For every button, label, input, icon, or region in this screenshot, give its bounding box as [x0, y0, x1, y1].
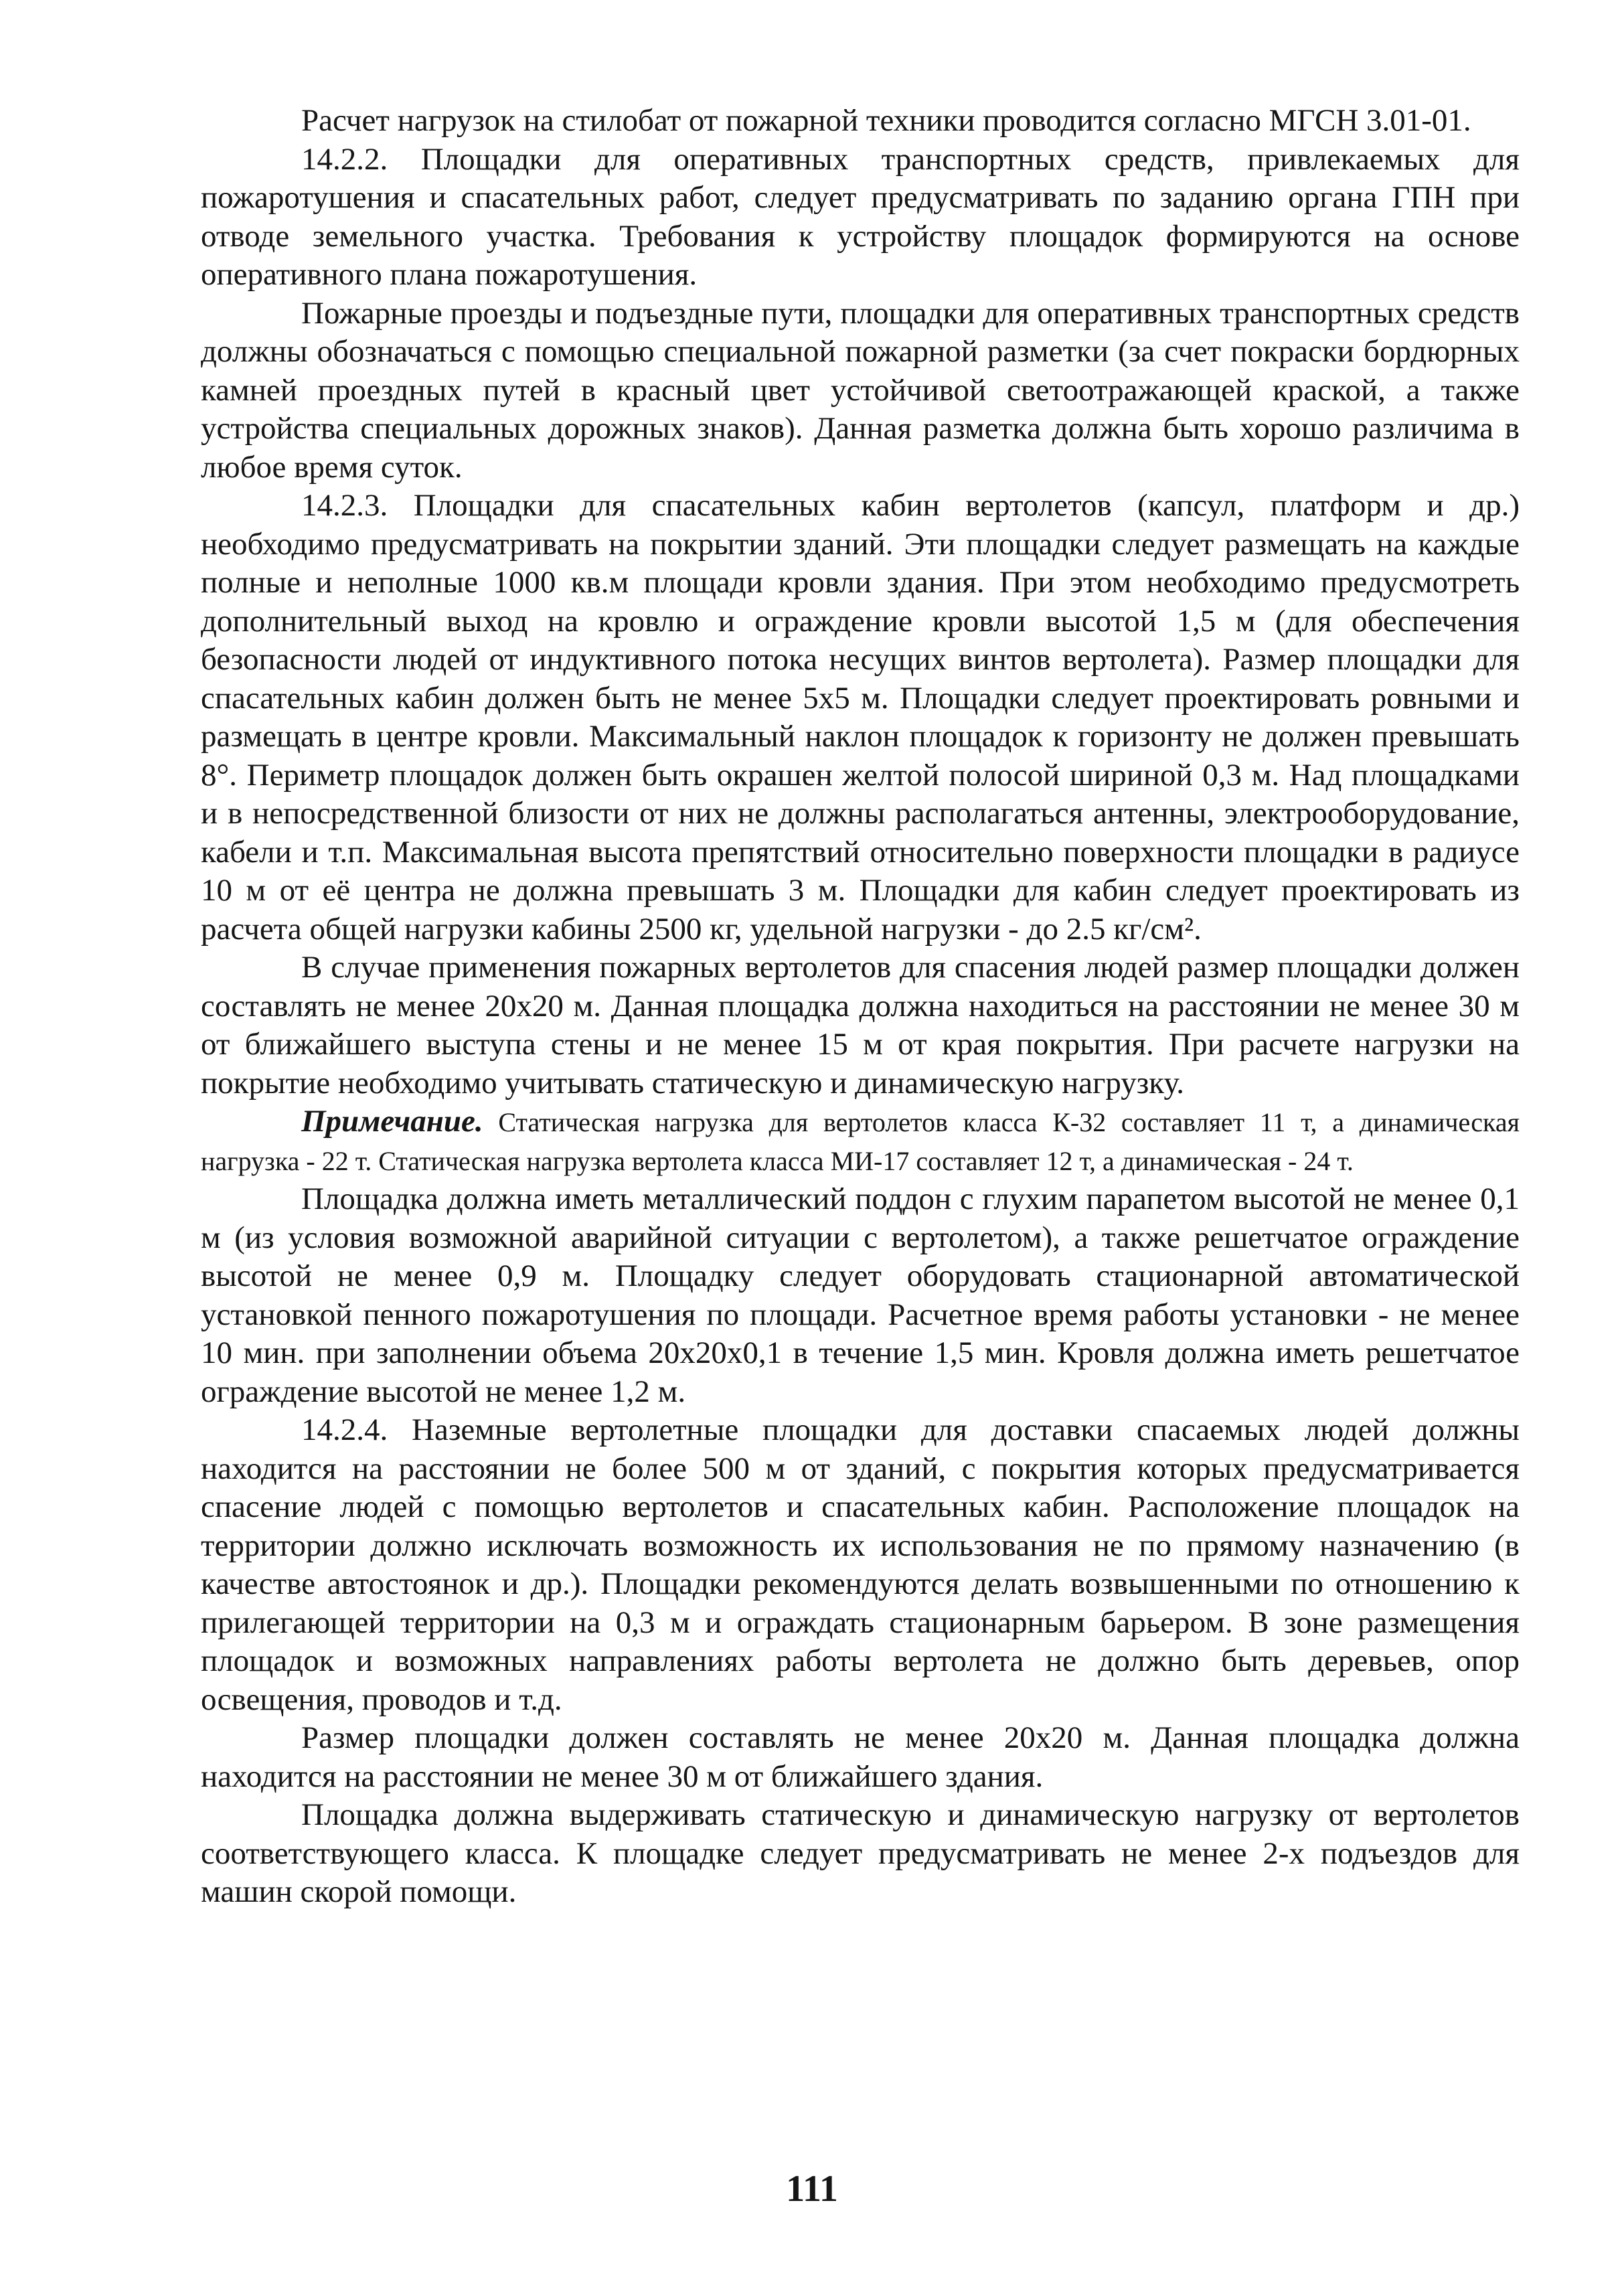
paragraph-fire-helicopters: В случае применения пожарных вертолетов для спасения людей размер площадки должен составлять не менее 20х20 м. Данная площадка должна находиться на расстоянии не менее 30 м от ближайшего выступа стены и не менее 15 м от края покрытия. При расчете нагрузки на покрытие необходимо учитывать статическую и динамическую нагрузку. [201, 950, 1520, 1100]
document-body [201, 102, 1520, 1912]
paragraph-stylobate-load: Расчет нагрузок на стилобат от пожарной техники проводится согласно МГСН 3.01-01. [301, 103, 1471, 138]
note-text: Статическая нагрузка для вертолетов класса К-32 составляет 11 т, а динамическая нагрузка - 22 т. Статическая нагрузка вертолета класса МИ-17 составляет 12 т, а динамическая - 24 т. [201, 1107, 1520, 1176]
paragraph-ground-pad-load: Площадка должна выдерживать статическую и динамическую нагрузку от вертолетов соответствующего класса. К площадке следует предусматривать не менее 2-х подъездов для машин скорой помощи. [201, 1797, 1520, 1909]
paragraph-metal-pallet: Площадка должна иметь металлический поддон с глухим парапетом высотой не менее 0,1 м (из условия возможной аварийной ситуации с вертолетом), а также решетчатое ограждение высотой не менее 0,9 м. Площадку следует оборудовать стационарной автоматической установкой пенного пожаротушения по площади. Расчетное время работы установки - не менее 10 мин. при заполнении объема 20х20х0,1 в течение 1,5 мин. Кровля должна иметь решетчатое ограждение высотой не менее 1,2 м. [201, 1181, 1520, 1409]
paragraph-14-2-4: 14.2.4. Наземные вертолетные площадки для доставки спасаемых людей должны находится на расстоянии не более 500 м от зданий, с покрытия которых предусматривается спасение людей с помощью вертолетов и спасательных кабин. Расположение площадок на территории должно исключать возможность их использования не по прямому назначению (в качестве автостоянок и др.). Площадки рекомендуются делать возвышенными по отношению к прилегающей территории на 0,3 м и ограждать стационарным барьером. В зоне размещения площадок и возможных направлениях работы вертолета не должно быть деревьев, опор освещения, проводов и т.д. [201, 1412, 1520, 1717]
paragraph-fire-lanes-marking: Пожарные проезды и подъездные пути, площадки для оперативных транспортных средств должны обозначаться с помощью специальной пожарной разметки (за счет покраски бордюрных камней проездных путей в красный цвет устойчивой светоотражающей краской, а также устройства специальных дорожных знаков). Данная разметка должна быть хорошо различима в любое время суток. [201, 295, 1520, 485]
paragraph-14-2-2: 14.2.2. Площадки для оперативных транспортных средств, привлекаемых для пожаротушения и спасательных работ, следует предусматривать по заданию органа ГПН при отводе земельного участка. Требования к устройству площадок формируются на основе оперативного плана пожаротушения. [201, 141, 1520, 292]
paragraph-14-2-3: 14.2.3. Площадки для спасательных кабин вертолетов (капсул, платформ и др.) необходимо предусматривать на покрытии зданий. Эти площадки следует размещать на каждые полные и неполные 1000 кв.м площади кровли здания. При этом необходимо предусмотреть дополнительный выход на кровлю и ограждение кровли высотой 1,5 м (для обеспечения безопасности людей от индуктивного потока несущих винтов вертолета). Размер площадки для спасательных кабин должен быть не менее 5х5 м. Площадки следует проектировать ровными и размещать в центре кровли. Максимальный наклон площадок к горизонту не должен превышать 8°. Периметр площадок должен быть окрашен желтой полосой шириной 0,3 м. Над площадками и в непосредственной близости от них не должны располагаться антенны, электрооборудование, кабели и т.п. Максимальная высота препятствий относительно поверхности площадки в радиусе 10 м от её центра не должна превышать 3 м. Площадки для кабин следует проектировать из расчета общей нагрузки кабины 2500 кг, удельной нагрузки - до 2.5 кг/см². [201, 488, 1520, 947]
note-paragraph [201, 1102, 1520, 1180]
note-label: Примечание. [301, 1104, 483, 1139]
paragraph-ground-pad-size: Размер площадки должен составлять не менее 20х20 м. Данная площадка должна находится на расстоянии не менее 30 м от ближайшего здания. [201, 1720, 1520, 1794]
page-number: 111 [786, 2168, 838, 2210]
